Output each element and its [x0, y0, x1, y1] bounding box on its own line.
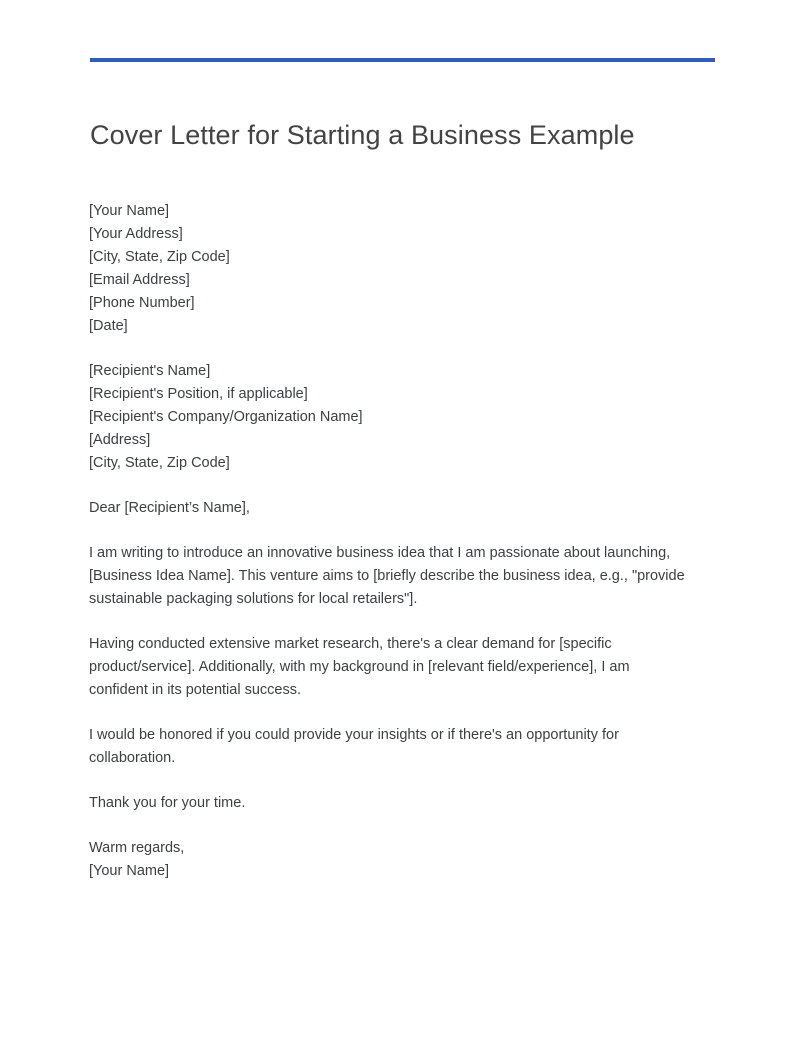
letter-body: [89, 200, 689, 883]
salutation: Dear [Recipient’s Name],: [89, 500, 250, 516]
recipient-line: [City, State, Zip Code]: [89, 455, 230, 471]
body-paragraph: Having conducted extensive market research, there's a clear demand for [specific product/service]. Additionally, with my background in [relevant field/experience], I am confident in its potential success.: [89, 636, 634, 698]
closing-block: [89, 837, 689, 883]
recipient-line: [Address]: [89, 432, 151, 448]
body-paragraph: I would be honored if you could provide your insights or if there's an opportunity for collaboration.: [89, 727, 623, 766]
recipient-address-block: [89, 360, 689, 475]
sender-line: [Your Name]: [89, 203, 170, 219]
sender-line: [Phone Number]: [89, 295, 195, 311]
signature-line: [Your Name]: [89, 863, 170, 879]
sender-line: [Date]: [89, 318, 128, 334]
sender-line: [Email Address]: [89, 272, 190, 288]
closing-line: Warm regards,: [89, 840, 185, 856]
sender-line: [City, State, Zip Code]: [89, 249, 230, 265]
header-accent-rule: [90, 58, 715, 62]
body-paragraph: I am writing to introduce an innovative business idea that I am passionate about launching, [Business Idea Name]. This venture aims to [briefly describe the business idea, e.g., "provide sustainable packaging solutions for local retailers"].: [89, 545, 689, 607]
recipient-line: [Recipient's Name]: [89, 363, 211, 379]
page-title: Cover Letter for Starting a Business Example: [90, 120, 635, 151]
recipient-line: [Recipient's Company/Organization Name]: [89, 409, 363, 425]
body-paragraph: Thank you for your time.: [89, 795, 246, 811]
sender-line: [Your Address]: [89, 226, 183, 242]
recipient-line: [Recipient's Position, if applicable]: [89, 386, 308, 402]
sender-address-block: [89, 200, 689, 338]
